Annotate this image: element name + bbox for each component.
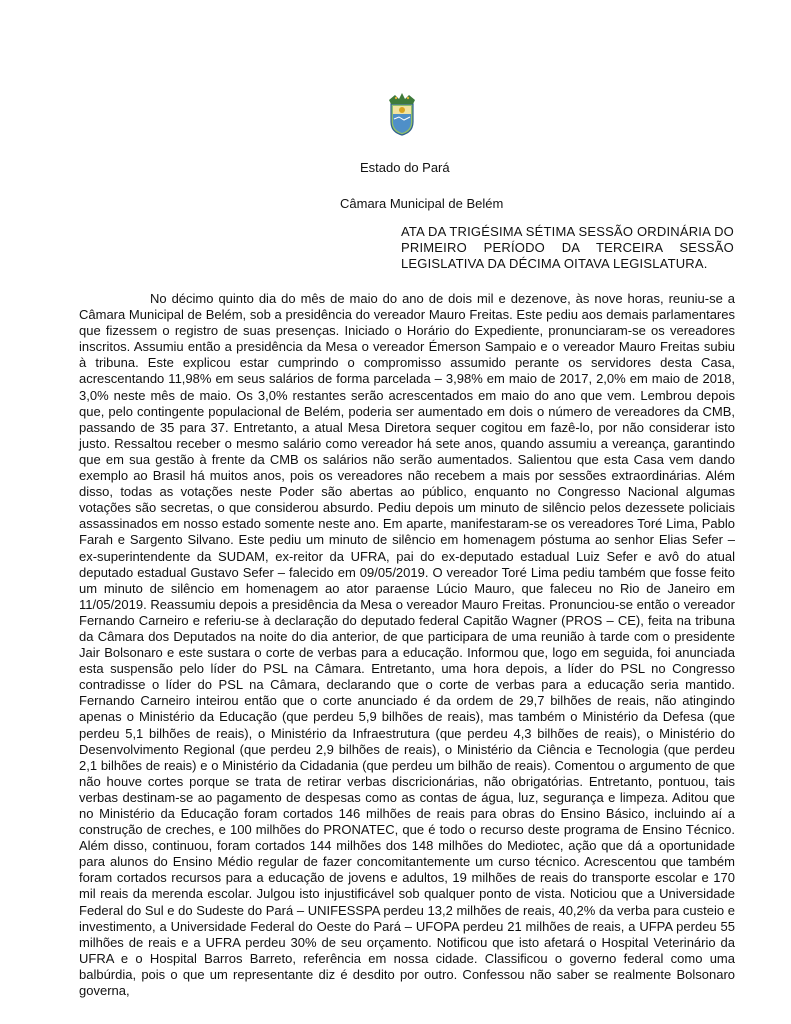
state-name: Estado do Pará: [360, 160, 450, 175]
coat-of-arms-icon: [387, 92, 417, 136]
chamber-name: Câmara Municipal de Belém: [340, 196, 504, 211]
minutes-body-paragraph: No décimo quinto dia do mês de maio do ano de dois mil e dezenove, às nove horas, reuniu-se a Câmara Municipal de Belém, sob a presidência do vereador Mauro Freitas. Este pediu aos demais parlamentares que fizessem o registro de suas presenças. Iniciado o Horário do Expediente, pronunciaram-se os vereadores inscritos. Assumiu então a presidência da Mesa o vereador Émerson Sampaio e o vereador Mauro Freitas subiu à tribuna. Este explicou estar cumprindo o compromisso assumido perante os servidores desta Casa, acrescentando 11,98% em seus salários de forma parcelada – 3,98% em maio de 2017, 2,0% em maio de 2018, 3,0% neste mês de maio. Os 3,0% restantes serão acrescentados em maio do ano que vem. Lembrou depois que, pelo contingente populacional de Belém, poderia ser aumentado em dois o número de vereadores da CMB, passando de 35 para 37. Entretanto, a atual Mesa Diretora sequer cogitou em fazê-lo, por não considerar isto justo. Ressaltou receber o mesmo salário como vereador há sete anos, quando assumiu a vereança, garantindo que em sua gestão à frente da CMB os salários não serão aumentados. Salientou que esta Casa vem dando exemplo ao Brasil há muitos anos, pois os vereadores não recebem a mais por sessões extraordinárias. Além disso, todas as votações neste Poder são abertas ao público, enquanto no Congresso Nacional algumas votações são secretas, o que considerou absurdo. Pediu depois um minuto de silêncio pelos dezessete policiais assassinados em nosso estado somente neste ano. Em aparte, manifestaram-se os vereadores Toré Lima, Pablo Farah e Sargento Silvano. Este pediu um minuto de silêncio em homenagem póstuma ao senhor Elias Sefer – ex-superintendente da SUDAM, ex-reitor da UFRA, pai do ex-deputado estadual Luiz Sefer e avô do atual deputado estadual Gustavo Sefer – falecido em 09/05/2019. O vereador Toré Lima pediu também que fosse feito um minuto de silêncio em homenagem ao ator paraense Lúcio Mauro, que faleceu no Rio de Janeiro em 11/05/2019. Reassumiu depois a presidência da Mesa o vereador Mauro Freitas. Pronunciou-se então o vereador Fernando Carneiro e referiu-se à declaração do deputado federal Capitão Wagner (PROS – CE), feita na tribuna da Câmara dos Deputados na noite do dia anterior, de que participara de uma reunião à tarde com o presidente Jair Bolsonaro e este sustara o corte de verbas para a educação. Informou que, logo em seguida, foi anunciada esta suspensão pelo líder do PSL na Câmara. Entretanto, uma hora depois, a líder do PSL no Congresso contradisse o líder do PSL na Câmara, declarando que o corte de verbas para a educação seria mantido. Fernando Carneiro inteirou então que o corte anunciado é da ordem de 29,7 bilhões de reais, não atingindo apenas o Ministério da Educação (que perdeu 5,9 bilhões de reais), mas também o Ministério da Defesa (que perdeu 5,1 bilhões de reais), o Ministério da Infraestrutura (que perdeu 4,3 bilhões de reais), o Ministério do Desenvolvimento Regional (que perdeu 2,9 bilhões de reais), o Ministério da Ciência e Tecnologia (que perdeu 2,1 bilhões de reais) e o Ministério da Cidadania (que perdeu um bilhão de reais). Comentou o argumento de que não houve cortes porque se trata de retirar verbas discricionárias, não obrigatórias. Entretanto, pontuou, tais verbas destinam-se ao pagamento de despesas como as contas de água, luz, segurança e limpeza. Aditou que no Ministério da Educação foram cortados 146 milhões de reais para obras do Ensino Básico, incluindo aí a construção de creches, e 100 milhões do PRONATEC, que é todo o recurso deste programa de Ensino Técnico. Além disso, continuou, foram cortados 144 milhões dos 148 milhões do Mediotec, ação que dá a oportunidade para alunos do Ensino Médio regular de fazer concomitantemente um curso técnico. Acrescentou que também foram cortados recursos para a educação de jovens e adultos, 19 milhões de reais do transporte escolar e 170 mil reais da merenda escolar. Julgou isto injustificável sob qualquer ponto de vista. Noticiou que a Universidade Federal do Sul e do Sudeste do Pará – UNIFESSPA perdeu 13,2 milhões de reais, 40,2% da verba para custeio e investimento, a Universidade Federal do Oeste do Pará – UFOPA perdeu 21 milhões de reais, a UFPA perdeu 55 milhões de reais e a UFRA perdeu 30% de seu orçamento. Notificou que isto afetará o Hospital Veterinário da UFRA e o Hospital Barros Barreto, referência em nossa cidade. Classificou o governo federal como uma balbúrdia, pois o que um representante diz é desdito por outro. Confessou não saber se realmente Bolsonaro governa,: [79, 291, 735, 999]
document-title: ATA DA TRIGÉSIMA SÉTIMA SESSÃO ORDINÁRIA DO PRIMEIRO PERÍODO DA TERCEIRA SESSÃO LEGISLATIVA DA DÉCIMA OITAVA LEGISLATURA.: [401, 224, 734, 271]
